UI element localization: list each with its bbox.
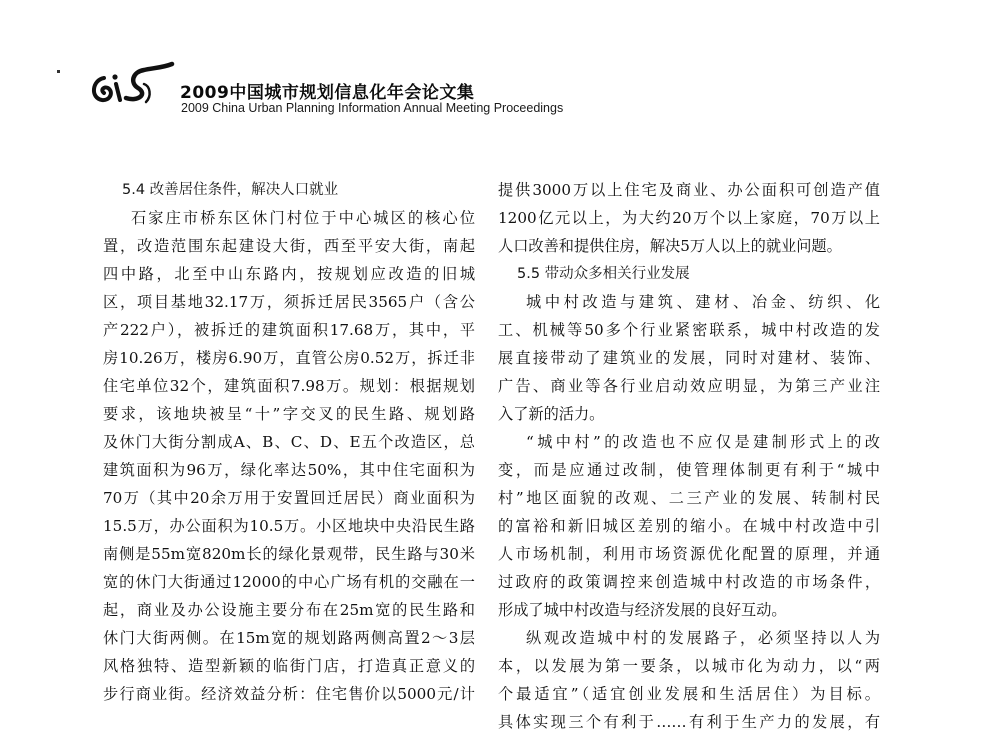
body-line: 区，项目基地32.17万，须拆迁居民3565户（含公	[103, 293, 475, 311]
body-line: 住宅单位32个，建筑面积7.98万。规划：根据规划	[103, 377, 475, 395]
body-line: 过政府的政策调控来创造城中村改造的市场条件，	[498, 573, 880, 591]
body-line: 石家庄市桥东区休门村位于中心城区的核心位	[131, 209, 475, 227]
body-line: 的富裕和新旧城区差别的缩小。在城中村改造中引	[498, 517, 880, 535]
body-line: 休门大街两侧。在15m宽的规划路两侧高置2～3层	[103, 629, 475, 647]
body-line: 变，而是应通过改制，使管理体制更有利于“城中	[498, 461, 880, 479]
body-line: 展直接带动了建筑业的发展，同时对建材、装饰、	[498, 349, 880, 367]
body-line: 及休门大街分割成A、B、C、D、E五个改造区，总	[103, 433, 475, 451]
proceedings-subtitle: 2009 China Urban Planning Information Annual Meeting Proceedings	[181, 101, 564, 115]
body-line: 风格独特、造型新颖的临街门店，打造真正意义的	[103, 657, 475, 675]
gis-swirl-logo-icon	[86, 56, 181, 116]
body-line: 产222户），被拆迁的建筑面积17.68万，其中，平	[103, 321, 475, 339]
body-line: 四中路，北至中山东路内，按规划应改造的旧城	[103, 265, 475, 283]
body-line: 70万（其中20余万用于安置回迁居民）商业面积为	[103, 489, 475, 507]
body-line: 步行商业街。经济效益分析：住宅售价以5000元/计	[103, 685, 475, 703]
body-line: 个最适宜”（适宜创业发展和生活居住）为目标。	[498, 685, 880, 703]
body-line: 本，以发展为第一要条，以城市化为动力，以“两	[498, 657, 880, 675]
body-line: 广告、商业等各行业启动效应明显，为第三产业注	[498, 377, 880, 395]
body-line: 村”地区面貌的改观、二三产业的发展、转制村民	[498, 489, 880, 507]
section-heading-5-4: 5.4 改善居住条件，解决人口就业	[122, 182, 339, 198]
right-column	[498, 176, 880, 736]
scan-speck	[57, 70, 60, 73]
body-line: 提供3000万以上住宅及商业、办公面积可创造产值	[498, 181, 880, 199]
body-line: 建筑面积为96万，绿化率达50%，其中住宅面积为	[103, 461, 475, 479]
body-line: 房10.26万，楼房6.90万，直管公房0.52万，拆迁非	[103, 349, 475, 367]
body-line: 南侧是55m宽820m长的绿化景观带，民生路与30米	[103, 545, 475, 563]
body-line: 形成了城中村改造与经济发展的良好互动。	[498, 601, 787, 619]
body-line: 置，改造范围东起建设大街，西至平安大街，南起	[103, 237, 475, 255]
body-line: 15.5万，办公面积为10.5万。小区地块中央沿民生路	[103, 517, 475, 535]
body-line: 具体实现三个有利于……有利于生产力的发展，有	[498, 713, 880, 731]
body-line: 工、机械等50多个行业紧密联系，城中村改造的发	[498, 321, 880, 339]
proceedings-title: 2009中国城市规划信息化年会论文集	[180, 83, 475, 103]
body-line: 纵观改造城中村的发展路子，必须坚持以人为	[526, 629, 880, 647]
body-line: 入了新的活力。	[498, 405, 605, 423]
body-line: 城中村改造与建筑、建材、冶金、纺织、化	[526, 293, 880, 311]
body-line: 1200亿元以上，为大约20万个以上家庭，70万以上	[498, 209, 880, 227]
body-line: 宽的休门大街通过12000的中心广场有机的交融在一	[103, 573, 475, 591]
body-line: 人口改善和提供住房，解决5万人以上的就业问题。	[498, 237, 842, 255]
body-line: “城中村”的改造也不应仅是建制形式上的改	[526, 433, 880, 451]
body-line: 起，商业及办公设施主要分布在25m宽的民生路和	[103, 601, 475, 619]
body-line: 要求，该地块被呈“十”字交叉的民生路、规划路	[103, 405, 475, 423]
left-column	[103, 176, 475, 708]
body-line: 人市场机制，利用市场资源优化配置的原理，并通	[498, 545, 880, 563]
section-heading-5-5: 5.5 带动众多相关行业发展	[517, 266, 690, 282]
